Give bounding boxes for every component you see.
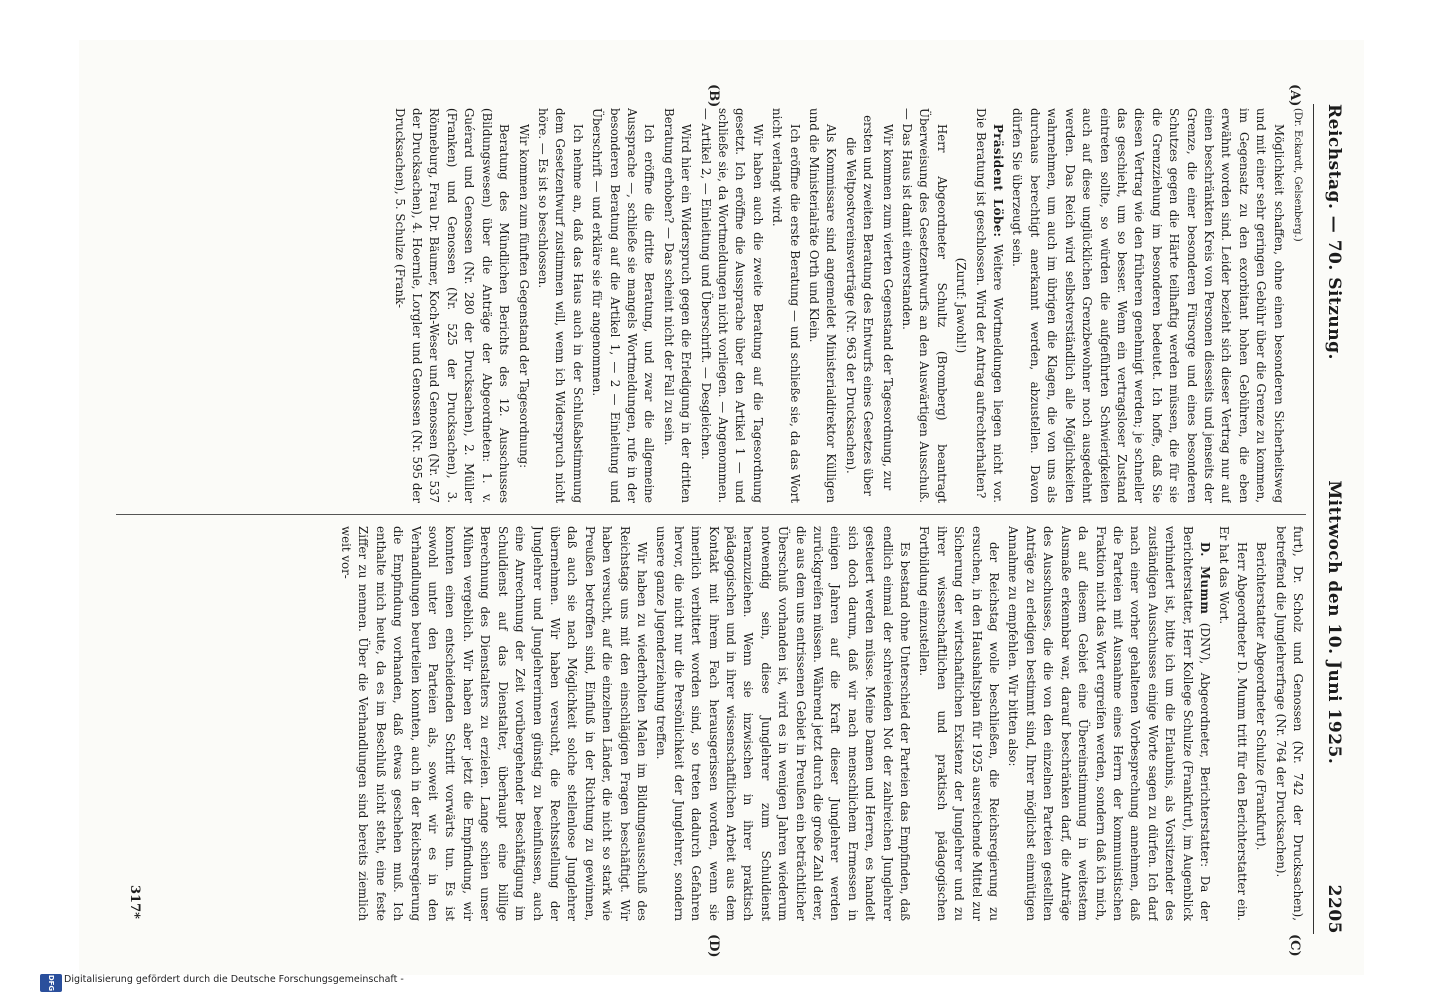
margin-marker-c: (C) — [1287, 934, 1302, 957]
paragraph-lead: D. Mumm — [1197, 542, 1212, 615]
paragraph-text: (Zuruf: Jawohl!) — [954, 257, 969, 354]
footer-number: 317* — [127, 885, 142, 919]
right-text-column — [116, 526, 1306, 921]
paragraph-text: Wir haben auch die zweite Beratung auf die Tagesordnung gesetzt. Ich eröffne die Aussprache über den Artikel 1 — und schließe sie, da Wortmeldungen nicht vorliegen. — Angenommen. — Artikel 2, — Einleitung und Überschrift. — Desgleichen. — [698, 108, 765, 503]
paragraph — [915, 526, 1002, 921]
margin-marker-a: (A) — [1287, 84, 1302, 107]
paragraph — [337, 526, 650, 921]
paragraph-text: furt), Dr. Scholz und Genossen (Nr. 742 der Drucksachen), betreffend die Junglehrerfrage (Nr. 764 der Drucksachen). — [1273, 526, 1305, 921]
paragraph — [898, 108, 950, 503]
margin-marker-d: (D) — [706, 934, 721, 958]
left-text-column — [116, 108, 1306, 503]
paragraph-text: Ich nehme an, daß das Haus auch in der Schlußabstimmung dem Gesetzentwurf zustimmen will, wenn ich Widerspruch nicht höre. — Es ist so beschlossen. — [535, 108, 585, 503]
digitization-credit-text: Digitalisierung gefördert durch die Deutsche Forschungsgemeinschaft - — [64, 974, 404, 985]
paragraph — [1008, 108, 1287, 503]
paragraph-text: (Dr. Eckardt, Gelsenberg.) — [1292, 108, 1303, 242]
paragraph-text: Ich eröffne die dritte Beratung, und zwar die allgemeine Aussprache —, schließe sie mangels Wortmeldungen, rufe in der besonderen Beratung auf die Artikel 1, — 2 — Einleitung und Überschrift — und erkläre sie für angenommen. — [590, 108, 657, 503]
paragraph — [390, 108, 512, 503]
paragraph — [588, 108, 658, 503]
paragraph — [805, 108, 840, 503]
paragraph-text: Als Kommissare sind angemeldet Ministerialdirektor Külligen und die Ministerialräte Orth und Klein. — [807, 108, 839, 503]
paragraph — [696, 108, 766, 503]
paragraph-text: Wird hier ein Widerspruch gegen die Erledigung in der dritten Beratung erhoben? — Das scheint nicht der Fall zu sein. — [661, 108, 694, 503]
paragraph-text: Wir kommen zum vierten Gegenstand der Tagesordnung, zur — [880, 124, 895, 491]
paragraph — [534, 108, 586, 503]
paragraph — [514, 108, 531, 503]
paragraph-text: (DNV), Abgeordneter, Berichterstatter: Da der Berichterstatter, Herr Kollege Schulze (Frankfurt), im Augenblick verhindert ist, bitte ich um die Erlaubnis, als Vorsitzender des zuständigen Ausschusses einige Worte sagen zu dürfen. Ich darf nach einer vorher gehaltenen Vorbesprechung annehmen, daß die Parteien mit Ausnahme eines Herrn der kommunistischen Fraktion nicht das Wort ergreifen werden, sondern daß ich mich, da auf diesem Gebiet eine Übereinstimmung in weitestem Ausmaße erkennbar war, darauf beschränken darf, die Anträge des Ausschusses, die die von den einzelnen Parteien gestellten Anträge zu erledigen bestimmt sind, Ihrer möglichst einmütigen Annahme zu empfehlen. Wir bitten also: — [1006, 526, 1212, 921]
paragraph — [971, 108, 1006, 503]
speaker-tag — [1289, 108, 1306, 503]
header-date: Mittwoch den 10. Juni 1925. — [1324, 480, 1344, 765]
paragraph — [1004, 526, 1213, 921]
paragraph-text: Wir kommen zum fünften Gegenstand der Tagesordnung: — [516, 124, 531, 469]
paragraph — [768, 108, 803, 503]
paragraph-text: Weitere Wortmeldungen liegen nicht vor. Die Beratung ist geschlossen. Wird der Antrag aufrechterhalten? — [973, 108, 1006, 503]
paragraph-text: Möglichkeit schaffen, ohne einen besonderen Sicherheitsweg und mit einer sehr geringen Gebühr über die Grenze zu kommen, im Gegensatz zu den exorbitant hohen Gebühren, die eben erwähnt worden sind. Leider bezieht sich dieser Vertrag nur auf einen beschränkten Kreis von Personen diesseits und jenseits der Grenze, die einer besonderen Fürsorge und eines besonderen Schutzes gegen die Härte teilhaftig werden müssen, die für sie die Grenzziehung im besonderen bedeutet. Ich hoffe, daß Sie diesen Vertrag wie den früheren genehmigt werden; je schneller das geschieht, um so besser. Wenn ein vertragsloser Zustand eintreten sollte, so würden die aufgeführten Schwierigkeiten auch auf diese unglücklichen Grenzbewohner noch ausgedehnt werden. Das Reich wird selbstverständlich alle Möglichkeiten wahrnehmen, um auch im übrigen die Klagen, die von uns als durchaus berechtigt anerkannt werden, abzustellen. Davon dürfen Sie überzeugt sein. — [1010, 108, 1286, 503]
paragraph — [1215, 526, 1250, 921]
centered-line — [841, 108, 876, 503]
paragraph — [1252, 526, 1269, 921]
paragraph-text: Herr Abgeordneter D. Mumm tritt für den Berichterstatter ein. Er hat das Wort. — [1217, 526, 1249, 921]
centered-line — [952, 108, 969, 503]
paragraph-text: Es bestand ohne Unterschied der Parteien das Empfinden, daß endlich einmal der schreienden Not der zahlreichen Junglehrer gesteuert werden müsse. Meine Damen und Herren, es handelt sich doch darum, daß wir nach menschlichem Ermessen in einigen Jahren auf die Kraft dieser Junglehrer werden zurückgreifen müssen. Während jetzt durch die große Zahl derer, die aus dem uns entrissenen Gebiet in Preußen ein beträchtlicher Überschuß vorhanden ist, wird es in wenigen Jahren wiederum notwendig sein, diese Junglehrer zum Schuldienst heranzuziehen. Wenn sie inzwischen in ihrer praktisch pädagogischen und in ihrer wissenschaftlichen Arbeit aus dem Kontakt mit ihrem Fach herausgerissen worden, wenn sie innerlich verbittert worden sind, so treten dadurch Gefahren hervor, die nicht nur die Persönlichkeit der Junglehrer, sondern unsere ganze Jugenderziehung treffen. — [654, 526, 913, 921]
column-divider — [116, 514, 1306, 515]
paragraph — [652, 526, 913, 921]
digitization-credit — [64, 972, 1374, 992]
paragraph-text: Beratung des Mündlichen Berichts des 12. Ausschusses (Bildungswesen) über die Anträge der Abgeordneten: 1. v. Guérard und Genossen (Nr. 280 der Drucksachen), 2. Müller (Franken) und Genossen (Nr. 525 der Drucksachen), 3. Rönneburg, Frau Dr. Bäumer, Koch-Weser und Genossen (Nr. 537 der Drucksachen), 4. Hoernle, Lorgler und Genossen (Nr. 595 der Drucksachen), 5. Schulze (Frank- — [392, 108, 512, 503]
dfg-logo: DFG — [40, 974, 62, 992]
paragraph — [878, 108, 895, 503]
paragraph-text: Ich eröffne die erste Beratung — und schließe sie, da das Wort nicht verlangt wird. — [770, 108, 802, 503]
header-left-title: Reichstag. — 70. Sitzung. — [1324, 104, 1344, 360]
margin-marker-b: (B) — [706, 84, 721, 108]
paragraph-text: Berichterstatter Abgeordneter Schulze (Frankfurt). — [1254, 542, 1269, 851]
page-header — [1313, 104, 1344, 934]
paragraph-lead: Präsident Löbe: — [991, 124, 1006, 238]
paragraph — [659, 108, 694, 503]
page-number: 2205 — [1324, 884, 1344, 934]
paragraph-text: Herr Abgeordneter Schultz (Bromberg) beantragt Überweisung des Gesetzentwurfs an den Auswärtigen Ausschuß. — Das Haus ist damit einverstanden. — [900, 108, 949, 503]
paragraph — [1271, 526, 1306, 921]
paragraph-text: ersten und zweiten Beratung des Entwurfs eines Gesetzes über die Weltpostvereinsverträge (Nr. 963 der Drucksachen). — [843, 115, 876, 496]
paragraph-text: Wir haben zu wiederholten Malen im Bildungsausschuß des Reichstags uns mit den einschlägigen Fragen beschäftigt. Wir haben versucht, auf die einzelnen Länder, die nicht so stark wie Preußen betroffen sind, Einfluß in der Richtung zu gewinnen, daß auch sie nach Möglichkeit solche stellenlose Junglehrer übernehmen. Wir haben versucht, die Rechtsstellung der Junglehrer und Junglehrerinnen günstig zu beeinflussen, auch eine Anrechnung der Zeit vorübergehender Beschäftigung im Schuldienst auf das Dienstalter, überhaupt eine billige Berechnung des Dienstalters zu erzielen. Lange schien unser Mühen vergeblich. Wir haben aber jetzt die Empfindung, wir konnten einen entscheidenden Schritt vorwärts tun. Es ist sowohl unter den Parteien als, soweit wir es in den Verhandlungen beurteilen konnten, auch in der Reichsregierung die Empfindung vorhanden, daß etwas geschehen muß. Ich enthalte mich heute, da es im Beschluß nicht steht, eine feste Ziffer zu nennen. Über die Verhandlungen sind bereits ziemlich weit vor- — [339, 526, 649, 921]
paragraph-text: der Reichstag wolle beschließen, die Reichsregierung zu ersuchen, in den Haushaltsplan für 1925 ausreichende Mittel zur Sicherung der wirtschaftlichen Existenz der Junglehrer und zu ihrer wissenschaftlichen und praktisch pädagogischen Fortbildung einzustellen. — [917, 526, 1002, 921]
